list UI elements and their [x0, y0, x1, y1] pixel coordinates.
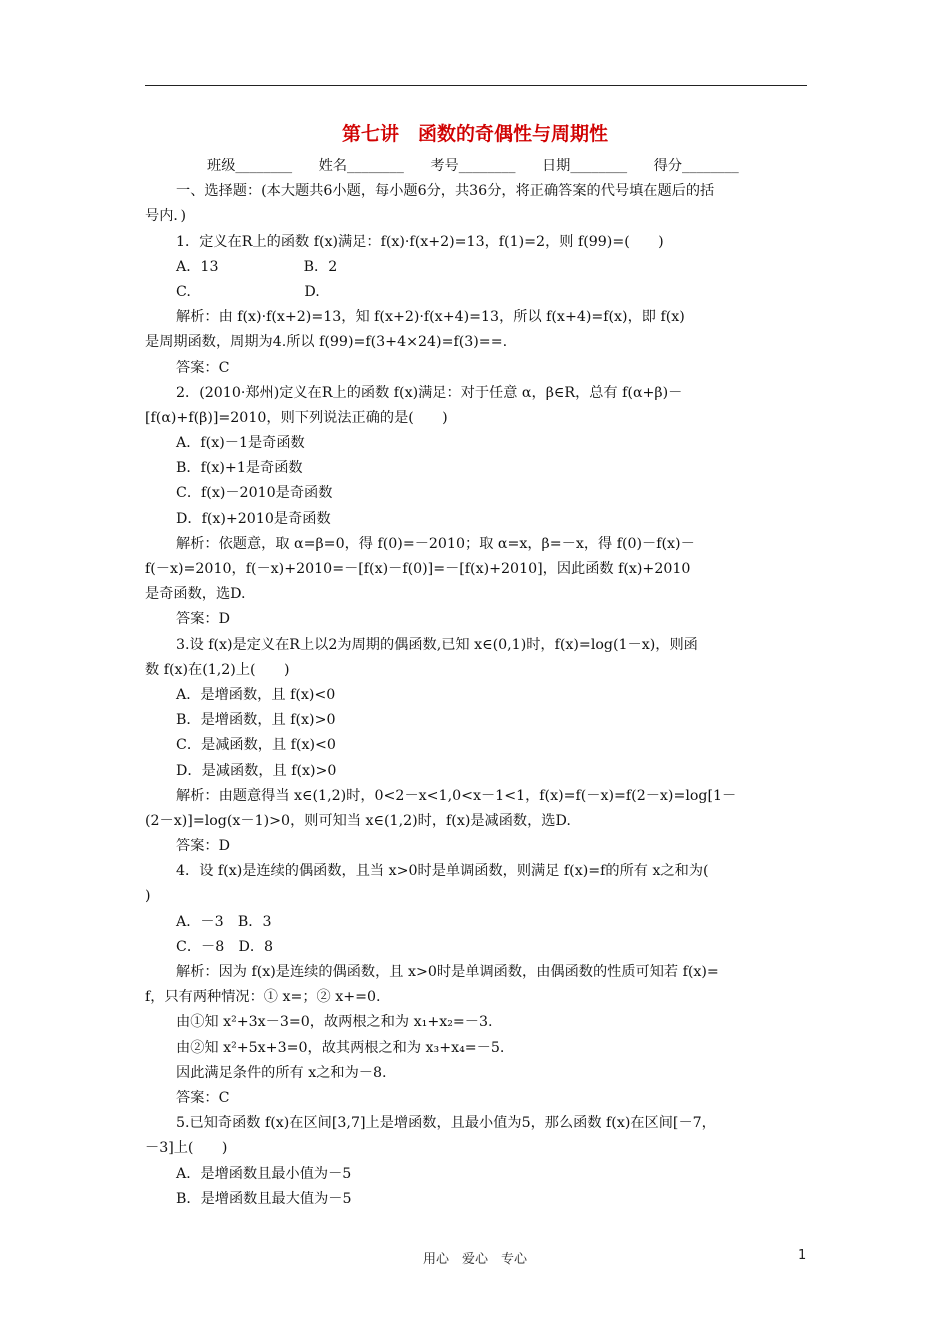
text-line: 是周期函数，周期为4.所以 f(99)=f(3+4×24)=f(3)==.	[145, 334, 508, 351]
header-rule	[145, 85, 807, 86]
text-line: C．是减函数，且 f(x)<0	[176, 737, 336, 754]
text-line: (2－x)]=log(x－1)>0，则可知当 x∈(1,2)时，f(x)是减函数，选D.	[145, 812, 571, 829]
text-line: －3]上( )	[145, 1140, 228, 1157]
text-line: C. D.	[176, 283, 320, 300]
text-line: D．f(x)+2010是奇函数	[176, 510, 331, 527]
text-line: 号内．)	[145, 208, 186, 225]
text-line: A．是增函数，且 f(x)<0	[176, 686, 336, 703]
text-line: 解析：由 f(x)·f(x+2)=13，知 f(x+2)·f(x+4)=13，所以 f(x+4)=f(x)，即 f(x)	[176, 309, 685, 326]
text-line: 1．定义在R上的函数 f(x)满足：f(x)·f(x+2)=13，f(1)=2，则 f(99)=( )	[176, 233, 664, 250]
info-date: 日期________	[541, 158, 628, 174]
text-line: 解析：因为 f(x)是连续的偶函数，且 x>0时是单调函数，由偶函数的性质可知若 f(x)=	[176, 964, 719, 980]
text-line: A．f(x)－1是奇函数	[176, 435, 305, 452]
text-line: B．f(x)+1是奇函数	[176, 460, 303, 477]
text-line: 由②知 x²+5x+3=0，故其两根之和为 x₃+x₄=－5.	[176, 1039, 505, 1056]
text-line: A．－3 B．3	[176, 913, 272, 930]
text-line: 5.已知奇函数 f(x)在区间[3,7]上是增函数，且最小值为5，那么函数 f(x)在区间[－7，	[176, 1115, 716, 1132]
text-line: 答案：D	[176, 611, 230, 628]
text-line: 2．(2010·郑州)定义在R上的函数 f(x)满足：对于任意 α，β∈R，总有 f(α+β)－	[176, 384, 683, 401]
text-line: B．是增函数，且 f(x)>0	[176, 712, 336, 729]
text-line: 是奇函数，选D.	[145, 586, 246, 603]
text-line: 解析：依题意，取 α=β=0，得 f(0)=－2010；取 α=x，β=－x，得 f(0)－f(x)－	[176, 535, 695, 552]
text-line: 答案：C	[176, 1089, 230, 1106]
text-line: 3.设 f(x)是定义在R上以2为周期的偶函数,已知 x∈(0,1)时，f(x)=log(1－x)，则函	[176, 636, 698, 653]
text-line: C．f(x)－2010是奇函数	[176, 485, 333, 502]
text-line: B．是增函数且最大值为－5	[176, 1190, 352, 1207]
info-name: 姓名________	[318, 158, 404, 174]
footer-slogan: 用心 爱心 专心	[422, 1252, 527, 1267]
page-number: 1	[798, 1248, 807, 1263]
text-line: C．－8 D．8	[176, 938, 274, 955]
info-score: 得分________	[653, 158, 739, 174]
student-info-line	[145, 154, 807, 179]
text-line: 数 f(x)在(1,2)上( )	[145, 661, 290, 678]
text-line: 答案：C	[176, 359, 230, 376]
info-class: 班级________	[207, 158, 293, 174]
page-title: 第七讲 函数的奇偶性与周期性	[341, 123, 608, 145]
text-line: f(－x)=2010，f(－x)+2010=－[f(x)－f(0)]=－[f(x)+2010]，因此函数 f(x)+2010	[145, 561, 691, 577]
text-line: D．是减函数，且 f(x)>0	[176, 762, 337, 779]
text-line: 答案：D	[176, 838, 230, 855]
text-lines	[145, 179, 807, 1212]
text-line: f，只有两种情况：① x=；② x+=0.	[145, 989, 381, 1006]
text-line: 4．设 f(x)是连续的偶函数，且当 x>0时是单调函数，则满足 f(x)=f的所有 x之和为(	[176, 863, 709, 880]
text-line: A．是增函数且最小值为－5	[176, 1165, 352, 1182]
info-exam-number: 考号________	[430, 158, 516, 174]
text-line: [f(α)+f(β)]=2010，则下列说法正确的是( )	[145, 409, 448, 426]
text-line: 解析：由题意得当 x∈(1,2)时，0<2－x<1,0<x－1<1，f(x)=f(－x)=f(2－x)=log[1－	[176, 787, 737, 804]
text-line: 由①知 x²+3x－3=0，故两根之和为 x₁+x₂=－3.	[176, 1014, 493, 1031]
document-body	[145, 154, 807, 1212]
text-line: 一、选择题：(本大题共6小题，每小题6分，共36分，将正确答案的代号填在题后的括	[176, 183, 715, 200]
text-line: A．13 B．2	[176, 258, 338, 275]
text-line: 因此满足条件的所有 x之和为－8.	[176, 1064, 387, 1081]
text-line: )	[145, 888, 151, 905]
